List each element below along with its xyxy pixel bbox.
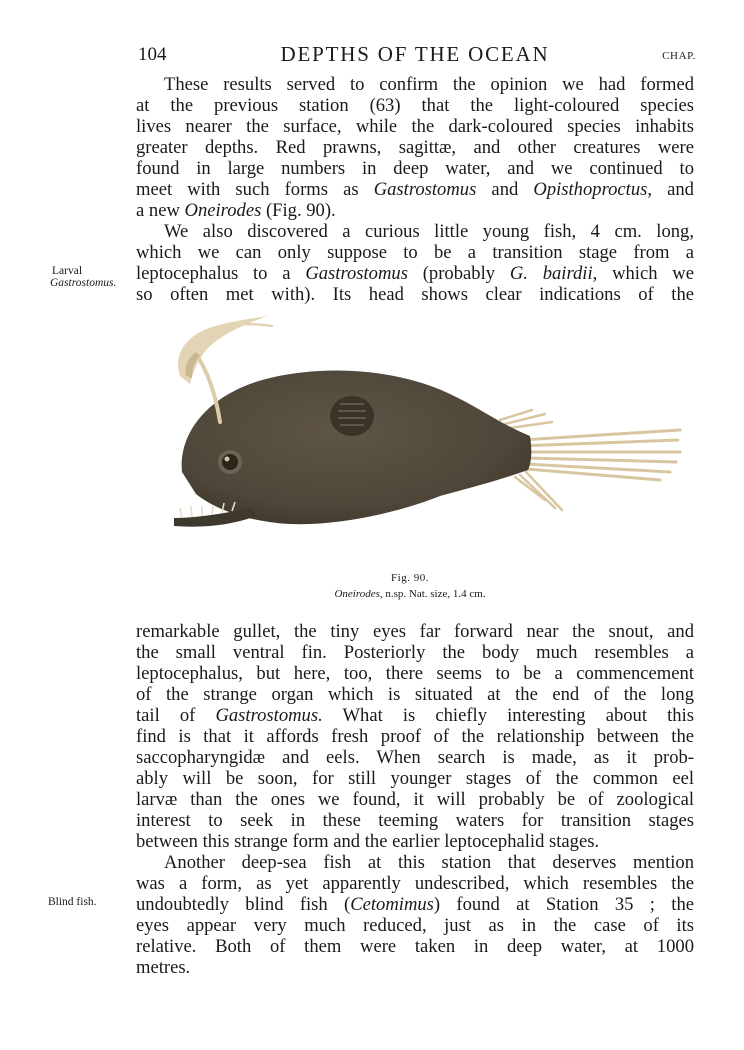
text-line: the small ventral fin. Posteriorly the body much resembles a	[136, 642, 694, 663]
text-line: found in large numbers in deep water, and we continued to	[136, 158, 694, 179]
text-line: These results served to confirm the opinion we had formed	[164, 74, 694, 95]
text-line: metres.	[136, 957, 191, 978]
taxon-name: Cetomimus	[350, 894, 434, 915]
text-line: of the strange organ which is situated at the end of the long	[136, 684, 694, 705]
margin-note-line: Larval	[52, 265, 83, 277]
paragraph-3	[136, 621, 694, 852]
taxon-name: Oneirodes	[184, 200, 262, 221]
text-line: ably will be soon, for still younger stages of the common eel	[136, 768, 694, 789]
text-line: which we can only suppose to be a transition stage from a	[136, 242, 694, 263]
paragraph-1	[136, 74, 694, 221]
page-number: 104	[138, 44, 167, 65]
text-line: We also discovered a curious little young fish, 4 cm. long,	[164, 221, 694, 242]
text-line: at the previous station (63) that the light-coloured species	[136, 95, 694, 116]
pectoral-fin	[330, 396, 374, 436]
margin-note-larval	[52, 265, 116, 289]
margin-note-line: Gastrostomus.	[50, 277, 117, 289]
caption-taxon: Oneirodes	[334, 588, 380, 600]
text-line: leptocephalus to a Gastrostomus (probably G. bairdii, which we	[136, 263, 694, 284]
text-line: a new Oneirodes (Fig. 90).	[136, 200, 336, 221]
fish-eye	[218, 450, 242, 474]
taxon-name: Opisthoproctus	[533, 179, 648, 200]
text-line: meet with such forms as Gastrostomus and Opisthoproctus, and	[136, 179, 694, 200]
text-line: Another deep-sea fish at this station that deserves mention	[164, 852, 694, 873]
text-line: undoubtedly blind fish (Cetomimus) found at Station 35 ; the	[136, 894, 694, 915]
figure-fish-illustration	[160, 312, 690, 574]
text-line: greater depths. Red prawns, sagittæ, and other creatures were	[136, 137, 694, 158]
figure-caption	[160, 588, 660, 600]
margin-note-blind: Blind fish.	[48, 896, 97, 908]
figure-label: Fig. 90.	[391, 572, 429, 584]
anal-fin	[515, 472, 562, 510]
text-line: larvæ than the ones we found, it will probably be of zoological	[136, 789, 694, 810]
paragraph-4	[136, 852, 694, 978]
dorsal-fin	[500, 410, 552, 428]
text-line: between this strange form and the earlier leptocephalid stages.	[136, 831, 600, 852]
fish-jaw	[174, 508, 256, 527]
text-line: saccopharyngidæ and eels. When search is made, as it prob-	[136, 747, 694, 768]
text-line: find is that it affords fresh proof of the relationship between the	[136, 726, 694, 747]
text-line: tail of Gastrostomus. What is chiefly interesting about this	[136, 705, 694, 726]
taxon-name: Gastrostomus.	[215, 705, 323, 726]
text-line: so often met with). Its head shows clear indications of the	[136, 284, 694, 305]
chapter-mark: CHAP.	[662, 50, 696, 62]
caption-text: , n.sp. Nat. size, 1.4 cm.	[379, 588, 486, 600]
taxon-name: Gastrostomus	[305, 263, 408, 284]
text-line: remarkable gullet, the tiny eyes far forward near the snout, and	[136, 621, 694, 642]
running-header	[134, 40, 696, 66]
text-line: leptocephalus, but here, too, there seems to be a commencement	[136, 663, 694, 684]
text-line: interest to seek in these teeming waters for transition stages	[136, 810, 694, 831]
fish-body	[182, 371, 532, 525]
taxon-name: Gastrostomus	[373, 179, 477, 200]
text-line: was a form, as yet apparently undescribed, which resembles the	[136, 873, 694, 894]
text-line: lives nearer the surface, while the dark-coloured species inhabits	[136, 116, 694, 137]
text-line: relative. Both of them were taken in deep water, at 1000	[136, 936, 694, 957]
paragraph-2	[136, 221, 694, 305]
running-title: DEPTHS OF THE OCEAN	[280, 42, 550, 66]
taxon-name: G. bairdii	[509, 263, 593, 284]
text-line: eyes appear very much reduced, just as in the case of its	[136, 915, 694, 936]
